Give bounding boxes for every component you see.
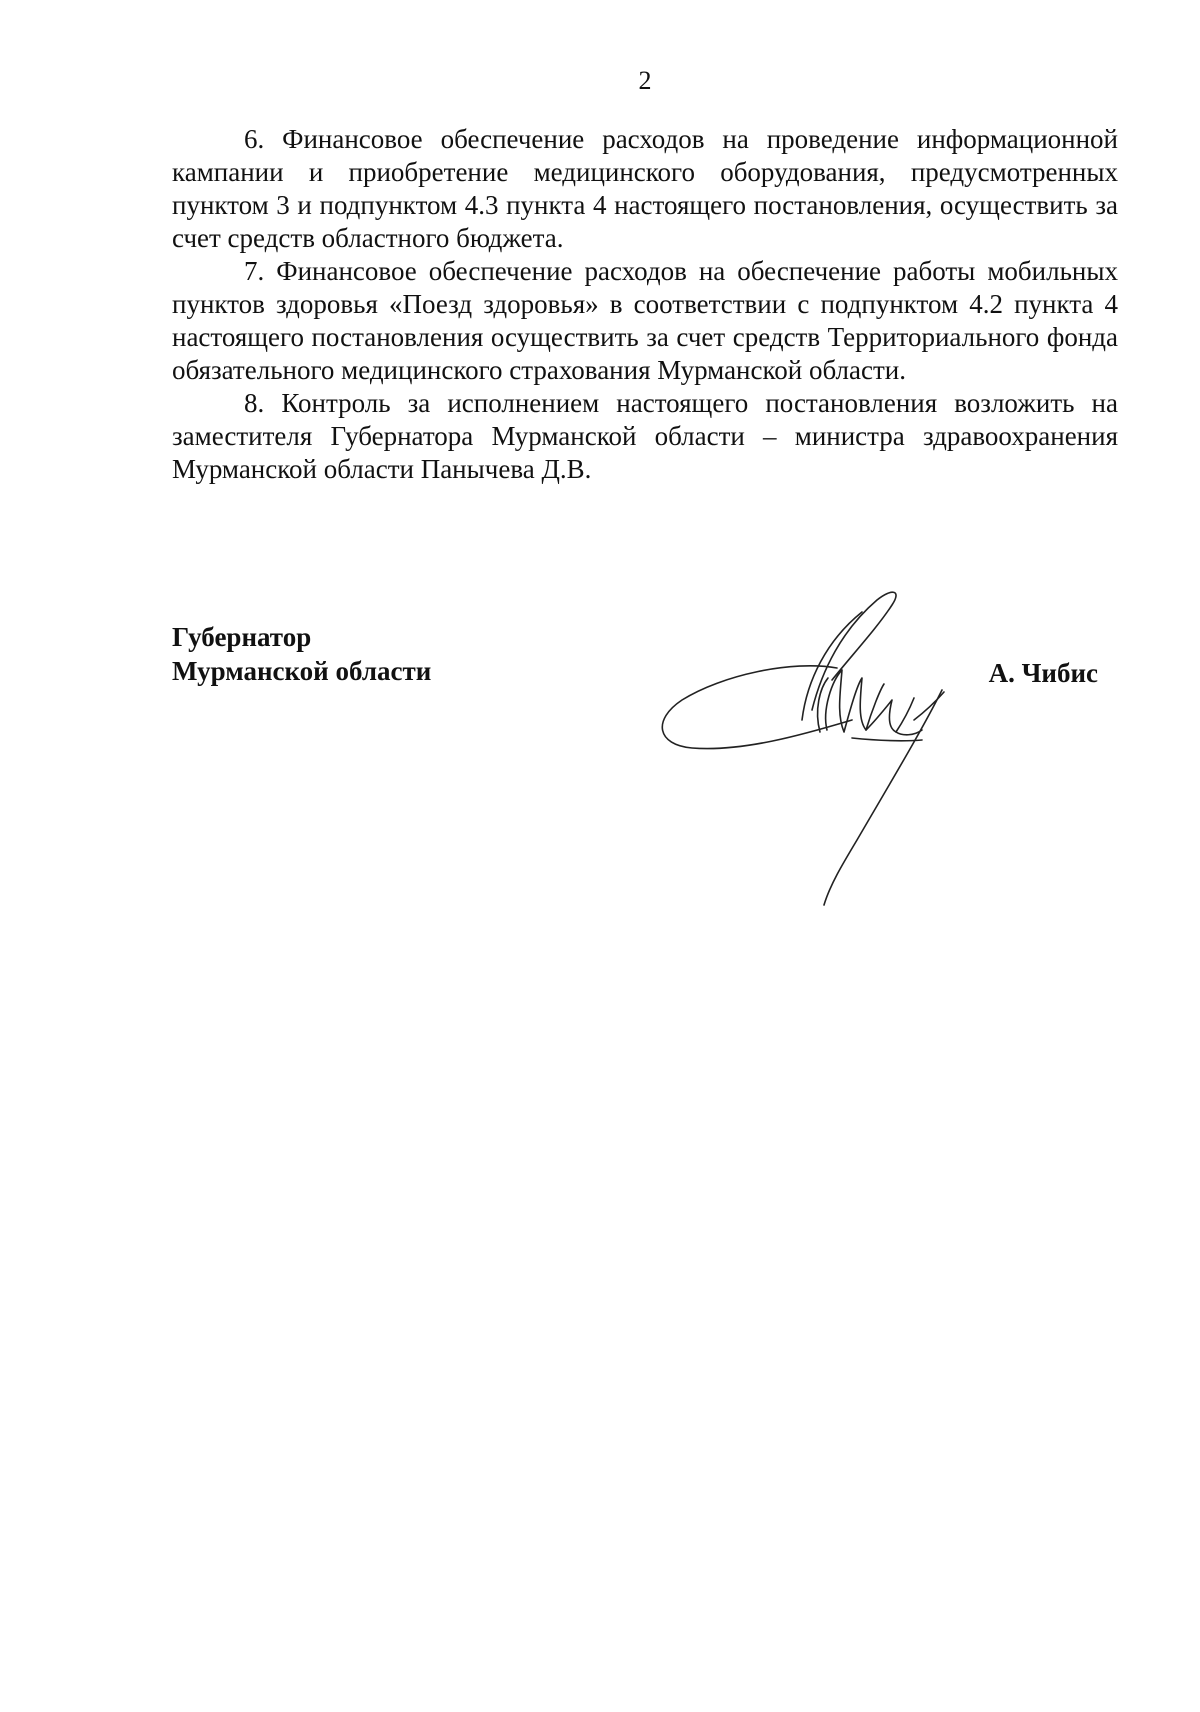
paragraph-7: 7. Финансовое обеспечение расходов на обеспечение работы мобильных пунктов здоровья «Поезд здоровья» в соответствии с подпунктом 4.2 пункта 4 настоящего постановления осуществить за счет средств Территориального фонда обязательного медицинского страхования Мурманской области. — [172, 256, 1118, 385]
page-number: 2 — [638, 66, 652, 95]
signatory-position-line-1: Губернатор — [172, 622, 312, 652]
handwritten-signature — [652, 560, 962, 940]
signatory-position-line-2: Мурманской области — [172, 656, 432, 686]
paragraph-6: 6. Финансовое обеспечение расходов на проведение информационной кампании и приобретение медицинского оборудования, предусмотренных пунктом 3 и подпунктом 4.3 пункта 4 настоящего постановления, осуществить за счет средств областного бюджета. — [172, 124, 1118, 253]
signatory-name: А. Чибис — [988, 658, 1098, 688]
signatory-position — [172, 620, 431, 688]
document-body — [172, 123, 1118, 486]
paragraph-8: 8. Контроль за исполнением настоящего постановления возложить на заместителя Губернатора Мурманской области – министра здравоохранения Мурманской области Панычева Д.В. — [172, 388, 1118, 484]
signature-block — [172, 620, 1118, 920]
